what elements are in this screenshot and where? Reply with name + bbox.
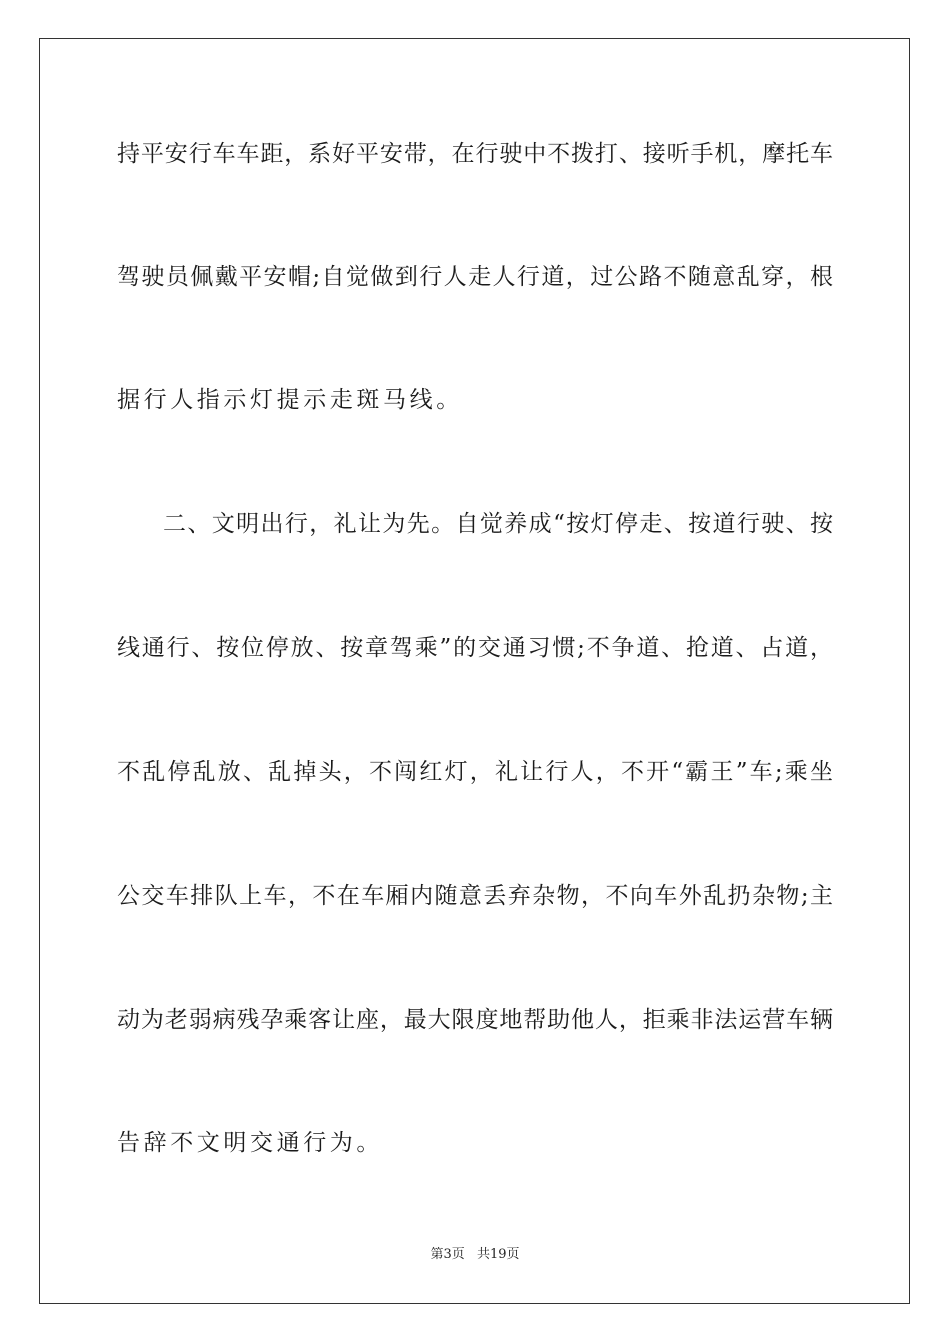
paragraph-start-line: 二、文明出行，礼让为先。自觉养成“按灯停走、按道行驶、按	[163, 511, 833, 537]
body-text-line: 驾驶员佩戴平安帽;自觉做到行人走人行道，过公路不随意乱穿，根	[117, 264, 833, 290]
page-border	[39, 38, 910, 1304]
page-total: 共19页	[476, 1247, 520, 1262]
body-text-line: 不乱停乱放、乱掉头，不闯红灯，礼让行人，不开“霸王”车;乘坐	[117, 759, 833, 785]
body-text-line: 告辞不文明交通行为。	[117, 1130, 383, 1156]
body-text-line: 持平安行车车距，系好平安带，在行驶中不拨打、接听手机，摩托车	[117, 141, 833, 167]
body-text-line: 公交车排队上车，不在车厢内随意丢弃杂物，不向车外乱扔杂物;主	[117, 883, 833, 909]
page-number: 第3页	[430, 1247, 465, 1262]
page-footer	[0, 1246, 950, 1264]
body-text-line: 线通行、按位停放、按章驾乘”的交通习惯;不争道、抢道、占道，	[117, 635, 833, 661]
body-text-line: 动为老弱病残孕乘客让座，最大限度地帮助他人，拒乘非法运营车辆	[117, 1007, 833, 1033]
body-text-line: 据行人指示灯提示走斑马线。	[117, 387, 463, 413]
